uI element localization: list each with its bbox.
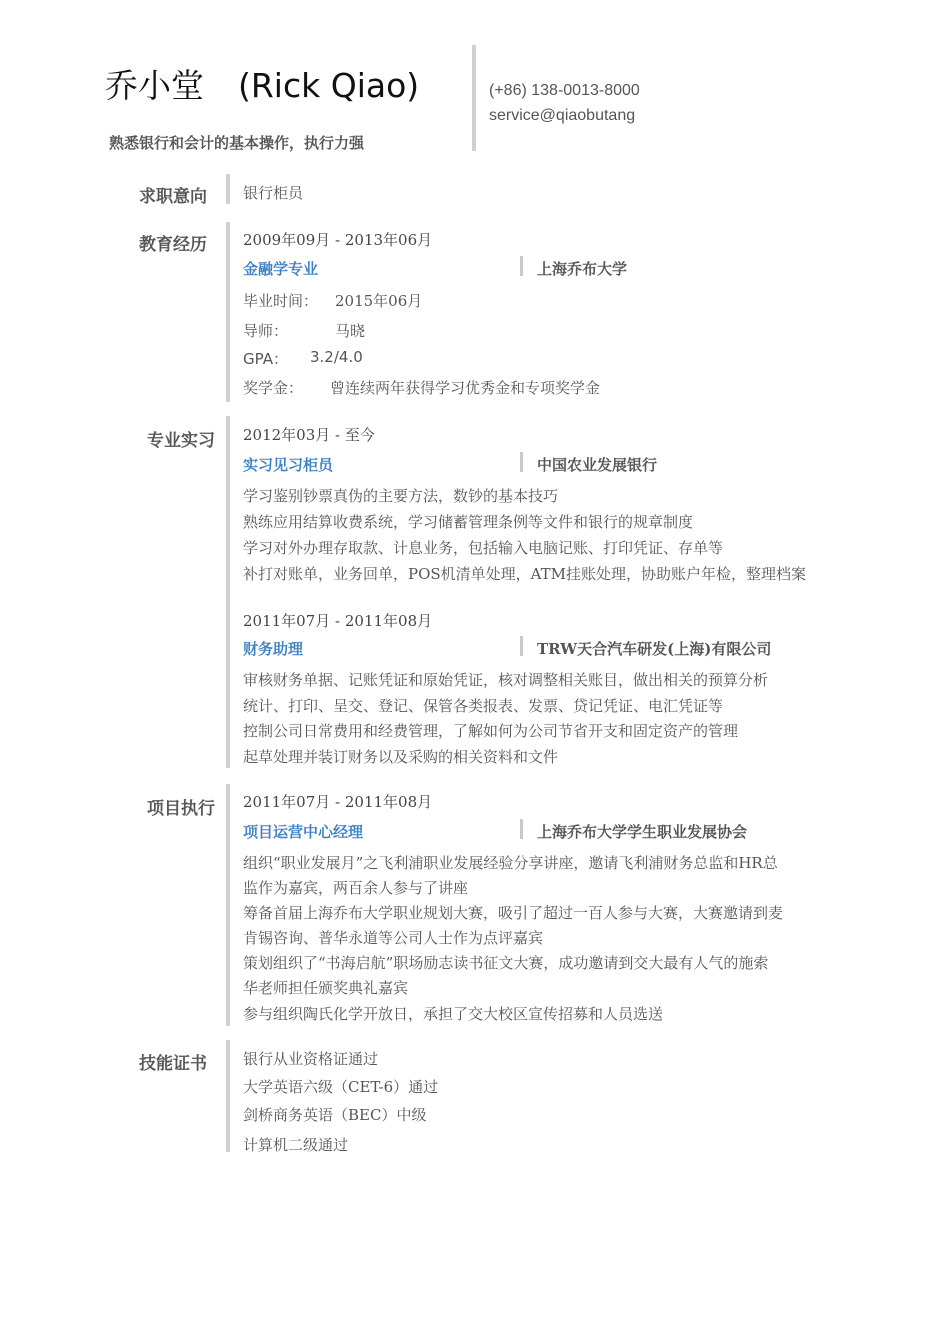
- project-role: 项目运营中心经理: [243, 823, 364, 841]
- phone: (+86) 138-0013-8000: [489, 82, 640, 99]
- project-separator: [520, 819, 523, 839]
- skill-item: 剑桥商务英语（BEC）中级: [243, 1106, 427, 1124]
- section-label-education: 教育经历: [139, 235, 207, 255]
- project-line: 参与组织陶氏化学开放日，承担了交大校区宣传招募和人员选送: [243, 1005, 664, 1023]
- internship-1-separator: [520, 452, 523, 472]
- candidate-name: [105, 60, 419, 107]
- project-line: 华老师担任颁奖典礼嘉宾: [243, 979, 409, 997]
- internship-1-org: 中国农业发展银行: [537, 456, 658, 474]
- education-date: 2009年09月 - 2013年06月: [243, 231, 433, 249]
- tutor-label: 导师：: [243, 322, 289, 340]
- internship-2-role: 财务助理: [243, 640, 304, 658]
- skill-item: 计算机二级通过: [243, 1136, 349, 1154]
- project-line: 肯锡咨询、普华永道等公司人士作为点评嘉宾: [243, 929, 544, 947]
- skill-item: 银行从业资格证通过: [243, 1050, 379, 1068]
- internship-2-line: 统计、打印、呈交、登记、保管各类报表、发票、贷记凭证、电汇凭证等: [243, 697, 724, 715]
- section-bar-project: [226, 784, 230, 1026]
- section-label-project: 项目执行: [147, 799, 215, 819]
- internship-1-line: 学习鉴别钞票真伪的主要方法，数钞的基本技巧: [243, 487, 559, 505]
- internship-1-date: 2012年03月 - 至今: [243, 426, 375, 444]
- section-label-skills: 技能证书: [139, 1054, 207, 1074]
- project-date: 2011年07月 - 2011年08月: [243, 793, 433, 811]
- objective-value: 银行柜员: [243, 184, 304, 202]
- internship-2-line: 审核财务单据、记账凭证和原始凭证，核对调整相关账目，做出相关的预算分析: [243, 671, 769, 689]
- email: service@qiaobutang: [489, 107, 636, 124]
- grad-label: 毕业时间：: [243, 292, 319, 310]
- education-school: 上海乔布大学: [537, 260, 628, 278]
- tutor-value: 马晓: [335, 322, 366, 340]
- section-label-objective: 求职意向: [139, 187, 207, 207]
- header-divider: [472, 45, 476, 151]
- project-org: 上海乔布大学学生职业发展协会: [537, 823, 748, 841]
- education-major: 金融学专业: [243, 260, 319, 278]
- section-bar-objective: [226, 174, 230, 204]
- project-line: 筹备首届上海乔布大学职业规划大赛，吸引了超过一百人参与大赛，大赛邀请到麦: [243, 904, 784, 922]
- summary: 熟悉银行和会计的基本操作，执行力强: [109, 134, 365, 152]
- name-chinese: 乔小堂: [105, 66, 204, 105]
- skill-item: 大学英语六级（CET-6）通过: [243, 1078, 439, 1096]
- section-label-internship: 专业实习: [147, 431, 215, 451]
- internship-2-date: 2011年07月 - 2011年08月: [243, 612, 433, 630]
- section-bar-skills: [226, 1040, 230, 1152]
- internship-1-role: 实习见习柜员: [243, 456, 334, 474]
- grad-value: 2015年06月: [335, 292, 423, 310]
- internship-1-line: 学习对外办理存取款、计息业务，包括输入电脑记账、打印凭证、存单等: [243, 539, 724, 557]
- project-line: 监作为嘉宾，两百余人参与了讲座: [243, 879, 469, 897]
- scholarship-value: 曾连续两年获得学习优秀金和专项奖学金: [330, 379, 601, 397]
- internship-2-line: 起草处理并装订财务以及采购的相关资料和文件: [243, 748, 559, 766]
- internship-1-line: 补打对账单，业务回单，POS机清单处理，ATM挂账处理，协助账户年检，整理档案: [243, 565, 807, 583]
- education-separator: [520, 256, 523, 276]
- section-bar-education: [226, 222, 230, 402]
- name-english: (Rick Qiao): [238, 66, 420, 105]
- project-line: 组织“职业发展月”之飞利浦职业发展经验分享讲座，邀请飞利浦财务总监和HR总: [243, 854, 778, 872]
- section-bar-internship: [226, 416, 230, 768]
- internship-2-line: 控制公司日常费用和经费管理，了解如何为公司节省开支和固定资产的管理: [243, 722, 739, 740]
- gpa-label: GPA：: [243, 350, 288, 368]
- scholarship-label: 奖学金：: [243, 379, 304, 397]
- gpa-value: 3.2/4.0: [310, 348, 363, 366]
- internship-1-line: 熟练应用结算收费系统，学习储蓄管理条例等文件和银行的规章制度: [243, 513, 694, 531]
- internship-2-org: TRW天合汽车研发(上海)有限公司: [537, 640, 772, 658]
- internship-2-separator: [520, 636, 523, 656]
- project-line: 策划组织了“书海启航”职场励志读书征文大赛，成功邀请到交大最有人气的施索: [243, 954, 769, 972]
